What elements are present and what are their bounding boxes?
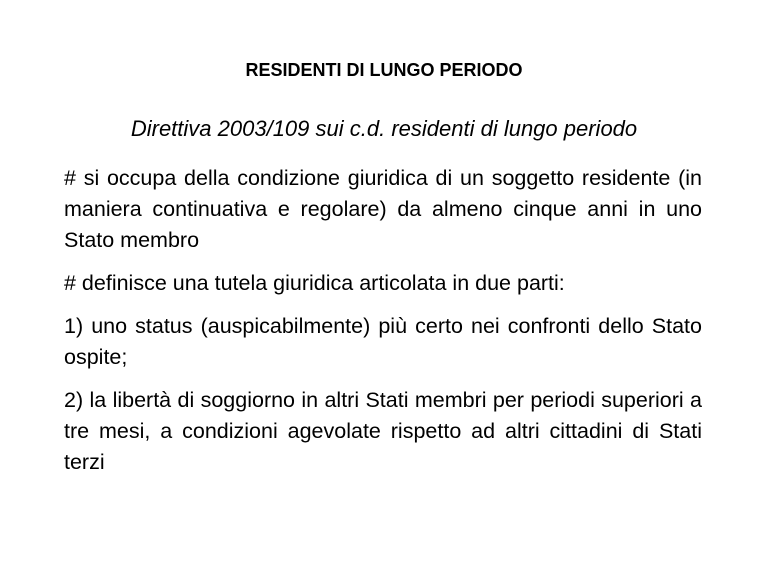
- paragraph-scope: # si occupa della condizione giuridica di un soggetto residente (in maniera continuativa e regolare) da almeno cinque anni in uno Stato membro: [64, 166, 702, 252]
- slide-title: RESIDENTI DI LUNGO PERIODO: [245, 60, 523, 80]
- slide-body: [64, 163, 702, 490]
- slide-subtitle: Direttiva 2003/109 sui c.d. residenti di lungo periodo: [130, 116, 638, 141]
- paragraph-point-2: 2) la libertà di soggiorno in altri Stati membri per periodi superiori a tre mesi, a condizioni agevolate rispetto ad altri cittadini di Stati terzi: [64, 388, 702, 474]
- paragraph-point-1: 1) uno status (auspicabilmente) più certo nei confronti dello Stato ospite;: [64, 314, 702, 369]
- paragraph-definition: # definisce una tutela giuridica articolata in due parti:: [64, 271, 565, 295]
